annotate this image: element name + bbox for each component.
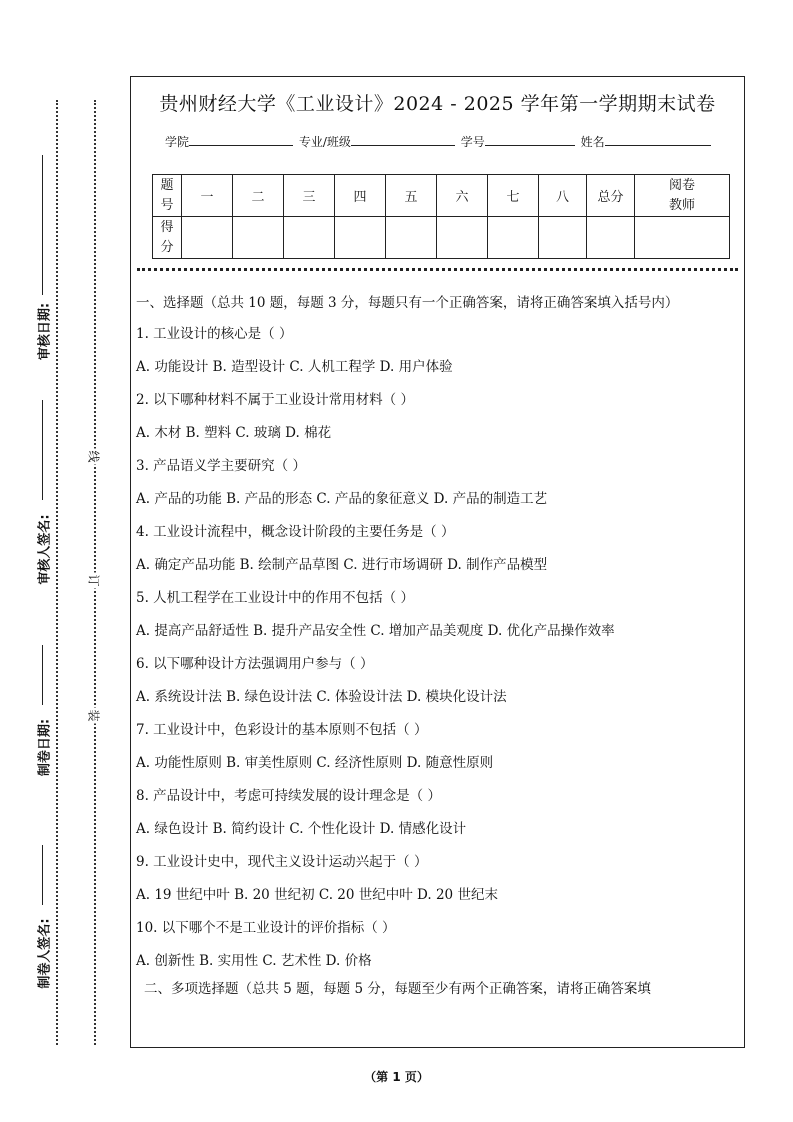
question-options: A. 产品的功能 B. 产品的形态 C. 产品的象征意义 D. 产品的制造工艺 (136, 491, 548, 507)
binding-char-bind: 订 (86, 574, 101, 587)
question-text: 7. 工业设计中，色彩设计的基本原则不包括（ ） (136, 722, 428, 738)
reviewer-signature-label: 审核人签名: (37, 514, 53, 585)
header-cell-grader (635, 175, 730, 217)
section2-heading: 二、多项选择题（总共 5 题，每题 5 分，每题至少有两个正确答案，请将正确答案填 (144, 981, 651, 997)
reviewer-signature-line (42, 400, 43, 500)
question-options: A. 提高产品舒适性 B. 提升产品安全性 C. 增加产品美观度 D. 优化产品操作效率 (136, 623, 615, 639)
question-text: 10. 以下哪个不是工业设计的评价指标（ ） (136, 920, 396, 936)
question-text: 2. 以下哪种材料不属于工业设计常用材料（ ） (136, 392, 414, 408)
exam-content (136, 292, 738, 1000)
question-options: A. 确定产品功能 B. 绘制产品草图 C. 进行市场调研 D. 制作产品模型 (136, 557, 548, 573)
question-options: A. 绿色设计 B. 简约设计 C. 个性化设计 D. 情感化设计 (136, 821, 467, 837)
question-text: 6. 以下哪种设计方法强调用户参与（ ） (136, 656, 374, 672)
question-text: 1. 工业设计的核心是（ ） (136, 326, 293, 342)
maker-date-label: 制卷日期: (37, 718, 53, 777)
question-options: A. 木材 B. 塑料 C. 玻璃 D. 棉花 (136, 425, 332, 441)
college-blank[interactable] (189, 133, 293, 146)
score-table (152, 174, 730, 259)
question-options: A. 功能性原则 B. 审美性原则 C. 经济性原则 D. 随意性原则 (136, 755, 494, 771)
header-cell: 八 (539, 175, 587, 217)
score-cell[interactable] (182, 217, 233, 259)
score-cell[interactable] (539, 217, 587, 259)
exam-title: 贵州财经大学《工业设计》2024 - 2025 学年第一学期期末试卷 (159, 93, 716, 115)
question-text: 8. 产品设计中，考虑可持续发展的设计理念是（ ） (136, 788, 441, 804)
score-cell-total[interactable] (587, 217, 635, 259)
score-cell[interactable] (335, 217, 386, 259)
question-options: A. 创新性 B. 实用性 C. 艺术性 D. 价格 (136, 953, 372, 969)
question-options: A. 系统设计法 B. 绿色设计法 C. 体验设计法 D. 模块化设计法 (136, 689, 507, 705)
question-list (136, 323, 738, 972)
binding-dotted-line (56, 100, 58, 1045)
header-cell: 一 (182, 175, 233, 217)
header-cell: 四 (335, 175, 386, 217)
score-table-header-row (153, 175, 730, 217)
score-cell-grader[interactable] (635, 217, 730, 259)
score-cell[interactable] (284, 217, 335, 259)
student-info-row (165, 133, 713, 150)
exam-frame (130, 76, 745, 1048)
question-text: 5. 人机工程学在工业设计中的作用不包括（ ） (136, 590, 414, 606)
dotted-separator (137, 268, 738, 271)
header-text: 题号 (160, 177, 174, 213)
maker-signature-label: 制卷人签名: (37, 918, 53, 989)
field-label-name: 姓名 (580, 135, 605, 149)
score-row-label (153, 217, 182, 259)
header-cell-total: 总分 (587, 175, 635, 217)
name-blank[interactable] (605, 133, 711, 146)
binding-char-mount: 装 (86, 709, 101, 722)
question-options: A. 19 世纪中叶 B. 20 世纪初 C. 20 世纪中叶 D. 20 世纪末 (136, 887, 498, 903)
major-class-blank[interactable] (351, 133, 455, 146)
header-cell: 七 (488, 175, 539, 217)
header-cell: 三 (284, 175, 335, 217)
field-label-college: 学院 (165, 135, 190, 149)
score-cell[interactable] (488, 217, 539, 259)
score-row (153, 217, 730, 259)
header-cell: 二 (233, 175, 284, 217)
score-cell[interactable] (233, 217, 284, 259)
score-cell[interactable] (437, 217, 488, 259)
binding-char-line: 线 (86, 450, 101, 463)
row-label-text: 得分 (160, 219, 174, 255)
reviewer-date-label: 审核日期: (37, 302, 53, 361)
reviewer-date-line (42, 155, 43, 295)
header-cell: 五 (386, 175, 437, 217)
page-footer: （第 1 页） (364, 1070, 429, 1084)
question-text: 3. 产品语义学主要研究（ ） (136, 458, 306, 474)
header-cell-question-no (153, 175, 182, 217)
maker-date-line (42, 645, 43, 705)
header-cell: 六 (437, 175, 488, 217)
field-label-student-id: 学号 (460, 135, 485, 149)
field-label-major-class: 专业/班级 (298, 135, 351, 149)
maker-signature-line (42, 845, 43, 905)
score-cell[interactable] (386, 217, 437, 259)
section1-heading: 一、选择题（总共 10 题，每题 3 分，每题只有一个正确答案，请将正确答案填入括号内） (136, 295, 679, 311)
question-text: 4. 工业设计流程中，概念设计阶段的主要任务是（ ） (136, 524, 455, 540)
header-text: 阅卷教师 (668, 177, 695, 213)
question-options: A. 功能设计 B. 造型设计 C. 人机工程学 D. 用户体验 (136, 359, 453, 375)
question-text: 9. 工业设计史中，现代主义设计运动兴起于（ ） (136, 854, 428, 870)
student-id-blank[interactable] (485, 133, 575, 146)
